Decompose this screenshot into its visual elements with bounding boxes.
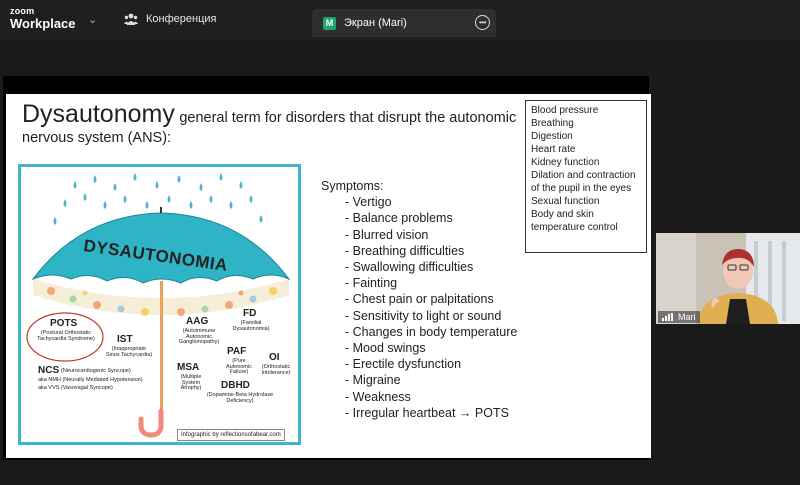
function-item: Sexual function [531, 196, 600, 207]
symptom-item: - Erectile dysfunction [345, 357, 462, 372]
ist-label: IST [117, 334, 133, 345]
nav-item-label: Конференция [146, 13, 217, 25]
symptom-item: - Breathing difficulties [345, 243, 465, 258]
brand-bottom: Workplace [10, 16, 76, 31]
symptom-item: - Weakness [345, 389, 411, 404]
participant-video[interactable] [656, 233, 800, 324]
ncs-full: (Neurocardiogenic Syncope) [61, 368, 131, 374]
pots-label: POTS [50, 318, 78, 329]
paf-full: (Pure Autonomic Failure) [226, 358, 252, 375]
msa-label: MSA [177, 362, 200, 373]
meeting-nav-item[interactable] [124, 13, 216, 25]
oi-full: (Orthostatic Intolerance) [261, 364, 291, 376]
symptoms-heading: Symptoms: [321, 179, 384, 193]
participant-name: Mari [678, 312, 696, 322]
slide-title [22, 100, 522, 146]
fd-full: (Familial Dysautonomia) [232, 320, 270, 332]
dbhd-label: DBHD [221, 380, 250, 391]
function-item: Blood pressure [531, 105, 599, 116]
brand-top: zoom [10, 6, 35, 16]
msa-full: (Multiple System Atrophy) [180, 374, 202, 391]
title-main: Dysautonomy [22, 100, 175, 128]
symptom-item: - Vertigo [345, 195, 392, 210]
ncs-label: NCS [38, 365, 60, 376]
oi-label: OI [269, 352, 280, 363]
symptom-item: - Migraine [345, 373, 401, 388]
symptom-item: - Changes in body temperature [345, 324, 518, 339]
nmh-line: aka NMH (Neurally Mediated Hypotension) [38, 377, 143, 383]
dbhd-full: (Dopamine-Beta Hydrolase Deficiency) [206, 392, 274, 404]
function-item: Kidney function [531, 157, 600, 168]
symptom-item: - Chest pain or palpitations [345, 292, 494, 307]
title-line2: nervous system (ANS): [22, 130, 172, 146]
infographic-canvas [21, 167, 298, 442]
slide-page [6, 94, 651, 458]
pots-full: (Postural Orthostatic Tachycardia Syndrome) [37, 330, 95, 342]
ist-full: (Inappropriate Sinus Tachycardia) [105, 346, 153, 358]
participants-icon [124, 13, 138, 25]
symptom-item: - Mood swings [345, 341, 426, 356]
function-item: Dilation and contraction of the pupil in the eyes [531, 170, 636, 194]
paf-label: PAF [227, 346, 247, 357]
top-bar [0, 0, 800, 40]
symptom-item: - Swallowing difficulties [345, 260, 474, 275]
function-item: Digestion [531, 131, 573, 142]
symptom-item: - Balance problems [345, 211, 453, 226]
function-item: Heart rate [531, 144, 576, 155]
aag-full: (Autoimmune Autonomic Ganglionopathy) [178, 328, 220, 345]
function-item: Breathing [531, 118, 574, 129]
infographic-credit: Infographic by reflectionsofabear.com [177, 429, 285, 441]
function-item: Body and skin temperature control [531, 209, 618, 233]
symptom-item: - Irregular heartbeat → POTS [345, 405, 509, 420]
user-badge: M [323, 17, 336, 30]
participant-name-tag [658, 311, 700, 323]
vvs-line: aka VVS (Vasovagal Syncope) [38, 385, 113, 391]
symptom-item: - Fainting [345, 276, 398, 291]
more-options-icon[interactable]: ••• [475, 15, 490, 30]
shared-screen [3, 76, 649, 460]
screen-share-tab[interactable] [312, 9, 496, 37]
aag-label: AAG [186, 316, 209, 327]
fd-label: FD [243, 308, 257, 319]
umbrella-label: DYSAUTONOMIA [82, 235, 230, 276]
symptom-item: - Blurred vision [345, 227, 429, 242]
tab-label: Экран (Mari) [344, 17, 407, 29]
ans-functions-box [525, 100, 647, 253]
title-subtitle: general term for disorders that disrupt the autonomic [179, 110, 517, 126]
zoom-logo[interactable] [10, 7, 76, 30]
symptom-item: - Sensitivity to light or sound [345, 308, 502, 323]
signal-icon [662, 313, 674, 321]
dysautonomia-infographic [18, 164, 301, 445]
symptoms-list [321, 178, 517, 421]
chevron-down-icon[interactable]: ⌄ [88, 14, 98, 26]
